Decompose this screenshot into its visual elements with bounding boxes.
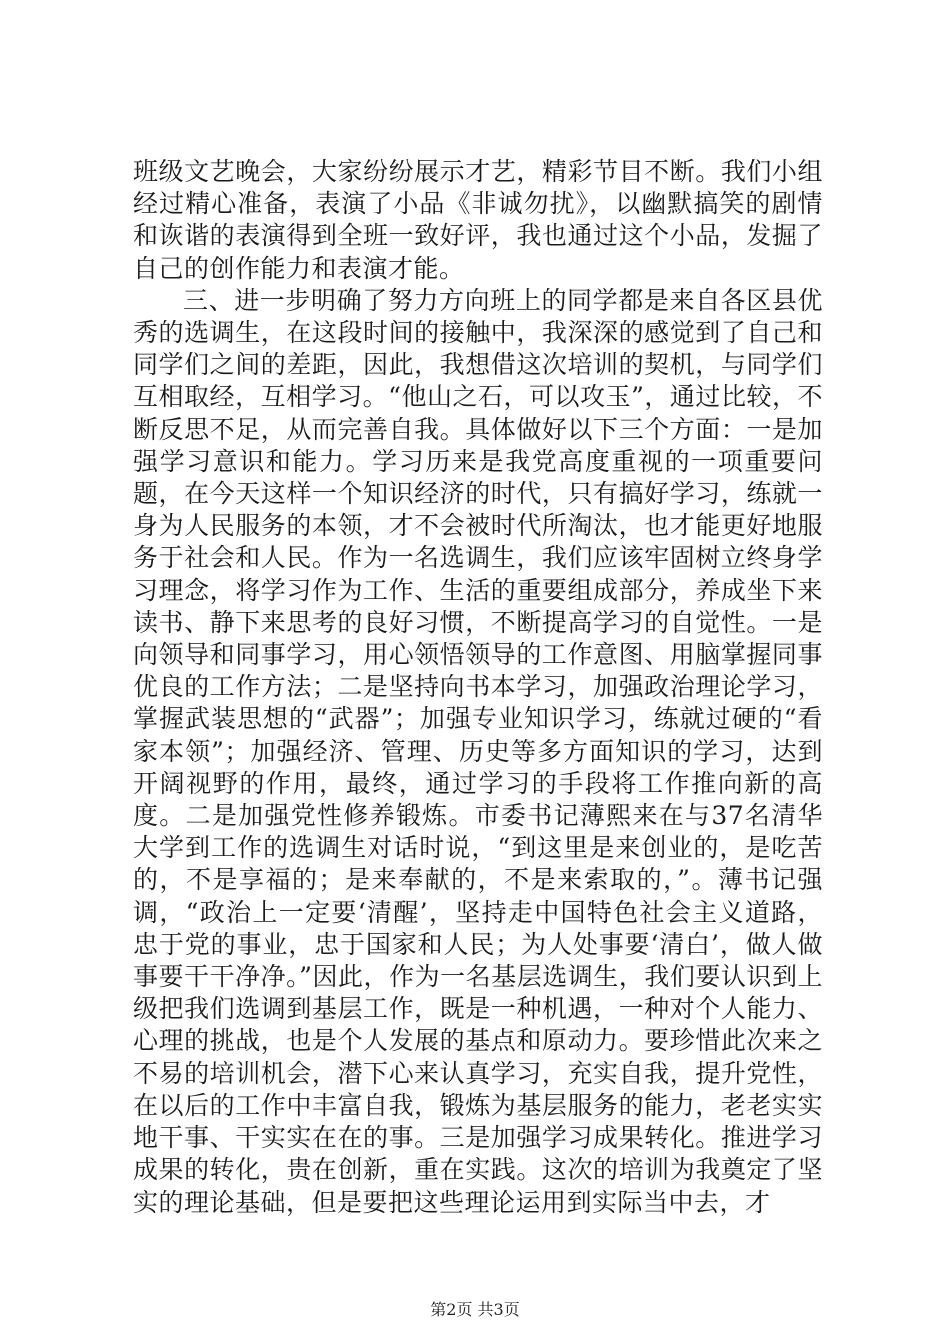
page-footer — [0, 1297, 950, 1320]
document-body — [133, 156, 823, 1219]
page-indicator: 第2页 共3页 — [430, 1300, 520, 1319]
paragraph-1: 班级文艺晚会，大家纷纷展示才艺，精彩节目不断。我们小组经过精心准备，表演了小品《非诚勿扰》，以幽默搞笑的剧情和诙谐的表演得到全班一致好评，我也通过这个小品，发掘了自己的创作能力和表演才能。 — [133, 157, 823, 283]
paragraph-2: 三、进一步明确了努力方向班上的同学都是来自各区县优秀的选调生，在这段时间的接触中，我深深的感觉到了自己和同学们之间的差距，因此，我想借这次培训的契机，与同学们互相取经，互相学习。“他山之石，可以攻玉”，通过比较，不断反思不足，从而完善自我。具体做好以下三个方面：一是加强学习意识和能力。学习历来是我党高度重视的一项重要问题，在今天这样一个知识经济的时代，只有搞好学习，练就一身为人民服务的本领，才不会被时代所淘汰，也才能更好地服务于社会和人民。作为一名选调生，我们应该牢固树立终身学习理念，将学习作为工作、生活的重要组成部分，养成坐下来读书、静下来思考的良好习惯，不断提高学习的自觉性。一是向领导和同事学习，用心领悟领导的工作意图、用脑掌握同事优良的工作方法；二是坚持向书本学习，加强政治理论学习，掌握武装思想的“武器”；加强专业知识学习，练就过硬的“看家本领”；加强经济、管理、历史等多方面知识的学习，达到开阔视野的作用，最终，通过学习的手段将工作推向新的高度。二是加强党性修养锻炼。市委书记薄熙来在与37名清华大学到工作的选调生对话时说，“到这里是来创业的，是吃苦的，不是享福的；是来奉献的，不是来索取的，”。薄书记强调，“政治上一定要‘清醒’，坚持走中国特色社会主义道路，忠于党的事业，忠于国家和人民；为人处事要‘清白’，做人做事要干干净净。”因此，作为一名基层选调生，我们要认识到上级把我们选调到基层工作，既是一种机遇，一种对个人能力、心理的挑战，也是个人发展的基点和原动力。要珍惜此次来之不易的培训机会，潜下心来认真学习，充实自我，提升党性，在以后的工作中丰富自我，锻炼为基层服务的能力，老老实实地干事、干实实在在的事。三是加强学习成果转化。推进学习成果的转化，贵在创新，重在实践。这次的培训为我奠定了坚实的理论基础，但是要把这些理论运用到实际当中去，才 — [133, 285, 823, 1217]
